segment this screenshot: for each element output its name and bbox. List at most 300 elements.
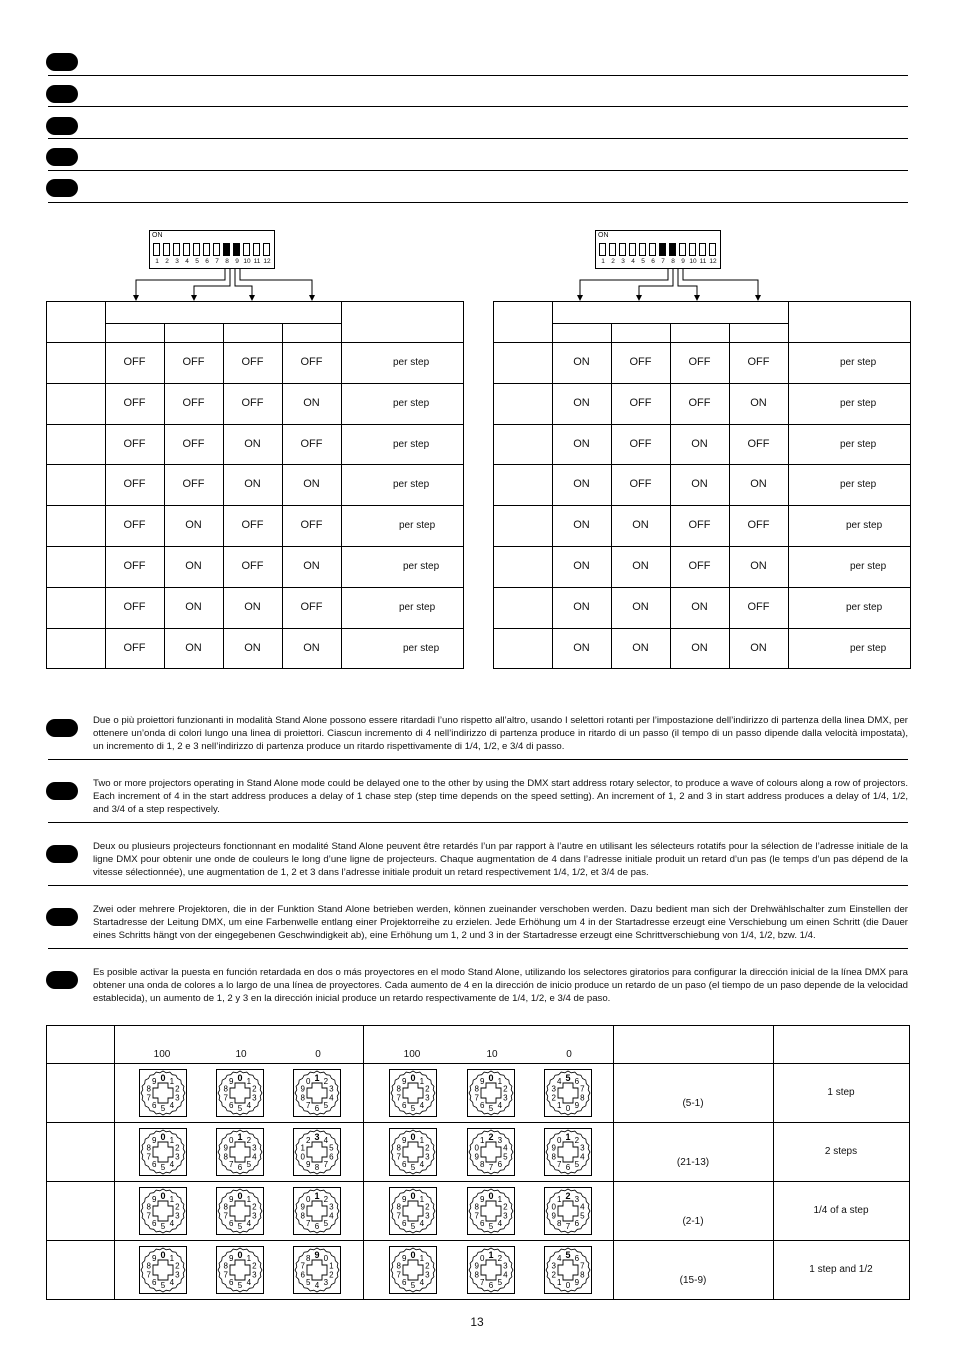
svg-text:0: 0 [237,1250,243,1260]
table-border [46,464,463,465]
svg-text:8: 8 [146,1143,151,1153]
svg-text:3: 3 [551,1261,556,1271]
svg-text:5: 5 [160,1281,166,1290]
dip-switch-number: 11 [699,258,707,265]
dip-state-cell: ON [244,601,261,613]
svg-text:5: 5 [574,1160,580,1170]
svg-text:1: 1 [300,1143,305,1153]
delay-result: 1 step [827,1087,855,1098]
table-border [493,383,910,384]
table-border [46,301,463,302]
rotary-dial-icon [139,1069,187,1117]
svg-text:4: 4 [580,1202,585,1212]
svg-text:1: 1 [565,1132,571,1142]
dip-state-cell: OFF [688,560,711,572]
table-border [363,1025,364,1300]
svg-text:0: 0 [488,1191,494,1201]
dip-switch-number: 10 [689,258,697,265]
dip-switch-number: 4 [185,258,189,265]
svg-text:5: 5 [237,1222,243,1231]
dip-state-cell: OFF [629,478,652,490]
svg-text:6: 6 [300,1270,305,1280]
delay-cell: per step [399,520,436,531]
svg-text:3: 3 [503,1211,508,1221]
svg-text:2: 2 [252,1261,257,1271]
dip-state-cell: ON [573,356,590,368]
rotary-dial-icon [467,1128,515,1176]
dip-state-cell: OFF [300,601,323,613]
svg-text:9: 9 [551,1211,556,1221]
rotary-dial-icon [467,1069,515,1117]
svg-text:6: 6 [401,1160,407,1170]
dip-state-cell: ON [303,478,320,490]
svg-text:3: 3 [252,1143,257,1153]
table-border [46,546,463,547]
svg-text:8: 8 [300,1211,305,1221]
delay-result: 1 step and 1/2 [809,1264,873,1275]
dip-switch-number: 11 [253,258,261,265]
dial-column-header: 10 [235,1049,247,1060]
svg-text:2: 2 [503,1202,508,1212]
svg-text:4: 4 [314,1281,320,1290]
svg-text:6: 6 [479,1219,485,1229]
table-border [611,323,612,669]
svg-text:7: 7 [556,1160,562,1170]
dip-state-cell: OFF [123,397,146,409]
svg-text:0: 0 [410,1073,416,1083]
svg-text:2: 2 [246,1135,252,1145]
svg-text:4: 4 [556,1076,562,1086]
dial-column-header: 0 [315,1049,321,1060]
dip-switch-number: 6 [205,258,209,265]
svg-text:9: 9 [300,1084,305,1094]
dip-state-cell: OFF [123,438,146,450]
svg-text:7: 7 [396,1152,401,1162]
svg-text:6: 6 [329,1152,334,1162]
address-difference: (2-1) [682,1216,704,1227]
svg-text:5: 5 [305,1278,311,1288]
svg-text:3: 3 [175,1093,180,1103]
svg-text:5: 5 [580,1211,585,1221]
svg-text:2: 2 [425,1143,430,1153]
dip-switch-number: 9 [681,258,685,265]
table-border [788,301,789,669]
dial-column-header: 10 [486,1049,498,1060]
svg-text:3: 3 [425,1270,430,1280]
rotary-dial-icon [544,1128,592,1176]
svg-text:8: 8 [580,1270,585,1280]
paragraph-german: Zwei oder mehrere Projektoren, die in der Funktion Stand Alone betrieben werden, können zueinander verschoben werden. Dazu bedient man sich der Drehwählschalter zum Einstellen der Startadresse der Leitung DMX, um eine Farbenwelle entlang einer Projektorreihe zu erzielen. Jede Erhöhung um 4 in der Startadresse erzeugt eine Verschiebung um einen Schritt (die Dauer eines Schritts hängt von der eingegebenen Geschwindigkeit ab), eine Erhöhung um 1, 2 und 3 in der Startadresse erzeugt eine Schrittverschiebung von 1/4, 1/2, bzw. 1/4. [93,904,908,941]
svg-text:9: 9 [151,1253,157,1263]
dip-state-cell: OFF [182,438,205,450]
svg-text:8: 8 [146,1261,151,1271]
table-border [164,323,165,669]
dip-state-cell: ON [573,601,590,613]
delay-cell: per step [840,439,877,450]
svg-text:0: 0 [410,1250,416,1260]
table-border [493,587,910,588]
svg-text:9: 9 [479,1076,485,1086]
svg-text:9: 9 [300,1202,305,1212]
divider [48,759,908,760]
svg-text:4: 4 [419,1101,425,1111]
delay-cell: per step [399,602,436,613]
table-border [613,1025,614,1300]
svg-text:7: 7 [474,1093,479,1103]
svg-text:8: 8 [551,1152,556,1162]
svg-text:5: 5 [237,1281,243,1290]
rotary-dial-icon [293,1187,341,1235]
svg-text:0: 0 [228,1135,234,1145]
svg-text:1: 1 [479,1135,485,1145]
svg-text:8: 8 [223,1152,228,1162]
svg-text:8: 8 [305,1253,311,1263]
svg-text:0: 0 [323,1253,329,1263]
dip-state-cell: OFF [182,397,205,409]
svg-text:6: 6 [488,1281,494,1290]
dip-state-cell: ON [573,478,590,490]
dip-state-cell: OFF [688,397,711,409]
svg-text:1: 1 [169,1076,175,1086]
svg-text:9: 9 [474,1152,479,1162]
svg-text:4: 4 [246,1278,252,1288]
svg-text:2: 2 [252,1084,257,1094]
svg-text:7: 7 [146,1093,151,1103]
svg-text:1: 1 [329,1261,334,1271]
dip-switch-number: 8 [225,258,229,265]
svg-text:4: 4 [329,1093,334,1103]
dip-state-cell: ON [573,397,590,409]
paragraph-italian: Due o più proiettori funzionanti in modalità Stand Alone possono essere ritardadi l’uno rispetto all’altro, usando I selettori rotanti per l’impostazione dell’indirizzo di partenza della linea DMX, per ottenere un’onda di colori lungo una linea di proiettori. Ciascun incremento di 4 nell’indirizzo di partenza produce in ritardo di un passo (il tempo di un passo dipende dalla velocità impostata), un incremento di 1, 2 e 3 nell’indirizzo di partenza produce un ritardo rispettivamente di 1/4, 1/2, e 3/4 di passo. [93,715,908,752]
table-border [46,668,463,669]
svg-text:5: 5 [237,1104,243,1113]
svg-text:7: 7 [223,1270,228,1280]
svg-text:6: 6 [565,1163,571,1172]
svg-text:3: 3 [323,1278,329,1288]
language-marker-it [46,719,78,737]
svg-text:3: 3 [175,1152,180,1162]
rotary-dial-icon [544,1187,592,1235]
rotary-dial-icon [389,1128,437,1176]
dip-switch-number: 7 [661,258,665,265]
address-difference: (15-9) [679,1275,707,1286]
table-border [729,323,730,669]
dip-switch-number: 10 [243,258,251,265]
rotary-dial-icon [544,1246,592,1294]
svg-text:7: 7 [580,1261,585,1271]
svg-text:4: 4 [246,1219,252,1229]
svg-text:8: 8 [474,1202,479,1212]
svg-text:3: 3 [497,1135,503,1145]
svg-text:3: 3 [580,1143,585,1153]
dip-state-cell: ON [244,478,261,490]
svg-text:4: 4 [503,1143,508,1153]
dip-state-cell: OFF [688,519,711,531]
table-border [46,628,463,629]
svg-text:5: 5 [565,1250,571,1260]
svg-text:9: 9 [228,1076,234,1086]
svg-text:3: 3 [551,1084,556,1094]
svg-text:1: 1 [246,1076,252,1086]
svg-text:1: 1 [488,1250,494,1260]
svg-text:0: 0 [565,1281,571,1290]
svg-text:1: 1 [419,1253,425,1263]
dip-state-cell: OFF [123,478,146,490]
svg-text:6: 6 [151,1101,157,1111]
svg-text:8: 8 [396,1143,401,1153]
svg-text:2: 2 [551,1270,556,1280]
svg-text:2: 2 [425,1084,430,1094]
svg-text:2: 2 [175,1261,180,1271]
svg-text:4: 4 [252,1152,257,1162]
table-border [46,587,463,588]
svg-text:7: 7 [223,1211,228,1221]
svg-text:1: 1 [246,1194,252,1204]
table-border [46,1181,910,1182]
table-border [282,323,283,669]
svg-text:8: 8 [314,1163,320,1172]
table-border [910,301,911,669]
rotary-dial-icon [216,1069,264,1117]
dip-state-cell: ON [573,642,590,654]
table-border [493,301,910,302]
svg-text:1: 1 [246,1253,252,1263]
svg-text:8: 8 [146,1084,151,1094]
svg-text:7: 7 [300,1261,305,1271]
language-marker-en [46,782,78,800]
svg-text:5: 5 [160,1222,166,1231]
svg-text:6: 6 [314,1222,320,1231]
svg-text:5: 5 [246,1160,252,1170]
svg-text:5: 5 [488,1104,494,1113]
svg-text:0: 0 [474,1143,479,1153]
rotary-dial-icon [293,1246,341,1294]
svg-text:2: 2 [425,1261,430,1271]
table-border [114,1025,115,1300]
dip-state-cell: ON [303,642,320,654]
dip-switch-number: 2 [611,258,615,265]
svg-text:9: 9 [314,1250,320,1260]
svg-text:5: 5 [323,1219,329,1229]
svg-text:1: 1 [314,1191,320,1201]
table-border [493,505,910,506]
table-border [46,1025,47,1300]
delay-cell: per step [403,561,440,572]
svg-text:0: 0 [160,1073,166,1083]
delay-result: 1/4 of a step [813,1205,869,1216]
table-border [46,1025,910,1026]
dip-state-cell: ON [632,519,649,531]
divider [48,822,908,823]
svg-text:7: 7 [396,1093,401,1103]
svg-text:4: 4 [580,1152,585,1162]
dip-state-cell: ON [303,397,320,409]
table-border [463,301,464,669]
dip-state-cell: OFF [629,356,652,368]
svg-text:2: 2 [503,1084,508,1094]
dip-state-cell: OFF [241,397,264,409]
svg-text:1: 1 [419,1076,425,1086]
svg-text:6: 6 [574,1253,580,1263]
svg-text:4: 4 [169,1278,175,1288]
svg-text:4: 4 [419,1160,425,1170]
svg-text:0: 0 [160,1250,166,1260]
delay-cell: per step [393,398,430,409]
dip-state-cell: OFF [629,438,652,450]
table-border [773,1025,774,1300]
svg-text:6: 6 [151,1219,157,1229]
svg-text:8: 8 [580,1093,585,1103]
dip-state-cell: ON [632,601,649,613]
dip-switch-number: 7 [215,258,219,265]
svg-text:9: 9 [151,1194,157,1204]
dip-state-cell: OFF [123,642,146,654]
rotary-dial-icon [216,1128,264,1176]
dip-state-cell: OFF [123,519,146,531]
address-difference: (5-1) [682,1098,704,1109]
svg-text:3: 3 [503,1261,508,1271]
dip-state-cell: ON [750,560,767,572]
svg-text:4: 4 [169,1160,175,1170]
svg-text:9: 9 [401,1253,407,1263]
dip-state-cell: ON [750,478,767,490]
dip-state-cell: OFF [747,519,770,531]
dip-state-cell: ON [244,438,261,450]
table-border [493,424,910,425]
svg-text:3: 3 [252,1211,257,1221]
svg-text:9: 9 [228,1253,234,1263]
svg-text:7: 7 [580,1084,585,1094]
rotary-dial-icon [293,1128,341,1176]
svg-text:6: 6 [228,1278,234,1288]
svg-text:8: 8 [223,1261,228,1271]
delay-cell: per step [403,643,440,654]
dip-switch-number: 1 [155,258,159,265]
table-border [493,628,910,629]
svg-text:3: 3 [425,1152,430,1162]
svg-text:5: 5 [160,1104,166,1113]
svg-text:9: 9 [474,1261,479,1271]
delay-cell: per step [393,357,430,368]
delay-cell: per step [846,602,883,613]
svg-text:4: 4 [419,1219,425,1229]
svg-text:8: 8 [556,1219,562,1229]
svg-text:4: 4 [169,1219,175,1229]
table-border [46,301,47,669]
svg-text:2: 2 [252,1202,257,1212]
svg-text:7: 7 [146,1211,151,1221]
svg-text:9: 9 [151,1135,157,1145]
dip-switch-number: 3 [621,258,625,265]
rotary-dial-icon [389,1187,437,1235]
svg-text:3: 3 [314,1132,320,1142]
svg-text:0: 0 [237,1073,243,1083]
delay-cell: per step [850,643,887,654]
delay-cell: per step [393,479,430,490]
table-border [46,424,463,425]
svg-text:2: 2 [425,1202,430,1212]
paragraph-english: Two or more projectors operating in Stand Alone mode could be delayed one to the other by using the DMX start address rotary selector, to produce a wave of colours along a row of projectors. Each increment of 4 in the start address produces a delay of 1 chase step (step time depends on the speed setting). An increment of 1, 2 and 3 in start address produces a delay of 1/4, 1/2, and 3/4 of a step respectively. [93,778,908,815]
svg-text:8: 8 [223,1202,228,1212]
svg-text:8: 8 [396,1202,401,1212]
rotary-dial-icon [544,1069,592,1117]
svg-text:2: 2 [551,1093,556,1103]
dip-state-cell: OFF [123,601,146,613]
dip-state-cell: ON [750,397,767,409]
svg-text:6: 6 [401,1219,407,1229]
rotary-dial-icon [293,1069,341,1117]
svg-text:0: 0 [488,1073,494,1083]
dip-on-label: ON [598,232,609,239]
page-number: 13 [470,1315,484,1329]
dip-state-cell: ON [632,560,649,572]
rotary-dial-icon [139,1128,187,1176]
rotary-dial-icon [139,1187,187,1235]
svg-text:9: 9 [551,1143,556,1153]
dip-state-cell: ON [185,519,202,531]
divider [48,948,908,949]
divider [48,885,908,886]
svg-text:2: 2 [323,1076,329,1086]
table-border [46,1240,910,1241]
dip-state-cell: ON [303,560,320,572]
svg-text:4: 4 [169,1101,175,1111]
svg-text:4: 4 [497,1101,503,1111]
svg-text:6: 6 [401,1278,407,1288]
svg-text:1: 1 [169,1253,175,1263]
svg-text:0: 0 [479,1253,485,1263]
svg-text:1: 1 [314,1073,320,1083]
svg-text:1: 1 [419,1135,425,1145]
svg-text:3: 3 [252,1093,257,1103]
svg-text:1: 1 [497,1194,503,1204]
svg-text:2: 2 [175,1084,180,1094]
delay-cell: per step [840,479,877,490]
svg-text:2: 2 [565,1191,571,1201]
svg-text:6: 6 [237,1163,243,1172]
delay-cell: per step [846,520,883,531]
dip-state-cell: OFF [123,560,146,572]
svg-text:8: 8 [396,1261,401,1271]
svg-text:4: 4 [497,1219,503,1229]
dip-state-cell: ON [244,642,261,654]
svg-text:7: 7 [488,1163,494,1172]
svg-text:6: 6 [574,1219,580,1229]
table-border [46,342,463,343]
svg-text:4: 4 [556,1253,562,1263]
svg-text:9: 9 [574,1101,580,1111]
svg-text:9: 9 [228,1194,234,1204]
svg-text:4: 4 [419,1278,425,1288]
dip-state-cell: ON [573,519,590,531]
dip-state-cell: OFF [747,601,770,613]
dip-state-cell: OFF [241,356,264,368]
table-border [46,505,463,506]
svg-text:7: 7 [323,1160,329,1170]
svg-text:8: 8 [146,1202,151,1212]
svg-text:6: 6 [151,1278,157,1288]
paragraph-french: Deux ou plusieurs projecteurs fonctionnant en modalité Stand Alone peuvent être retardés l’un par rapport à l’autre en utilisant les sélecteurs rotatifs pour la sélection de l’adresse initiale de la ligne DMX pour obtenir une onde de couleurs le long d’une ligne de projecteurs. Chaque augmentation de 4 dans l’adresse initiale produit un retard d’un pas (le temps d’un pas dépend de la vitesse sélectionnée), une augmentation de 1, 2 et 3 dans l’adresse initiale produit un retard respectivement 1/4, 1/2, et 3/4 de pas. [93,841,908,878]
dip-state-cell: OFF [123,356,146,368]
svg-text:9: 9 [223,1143,228,1153]
svg-text:5: 5 [323,1101,329,1111]
svg-text:0: 0 [160,1191,166,1201]
dip-switch-number: 5 [641,258,645,265]
dip-switch-number: 9 [235,258,239,265]
svg-text:8: 8 [474,1084,479,1094]
delay-cell: per step [393,439,430,450]
dip-state-cell: ON [691,642,708,654]
